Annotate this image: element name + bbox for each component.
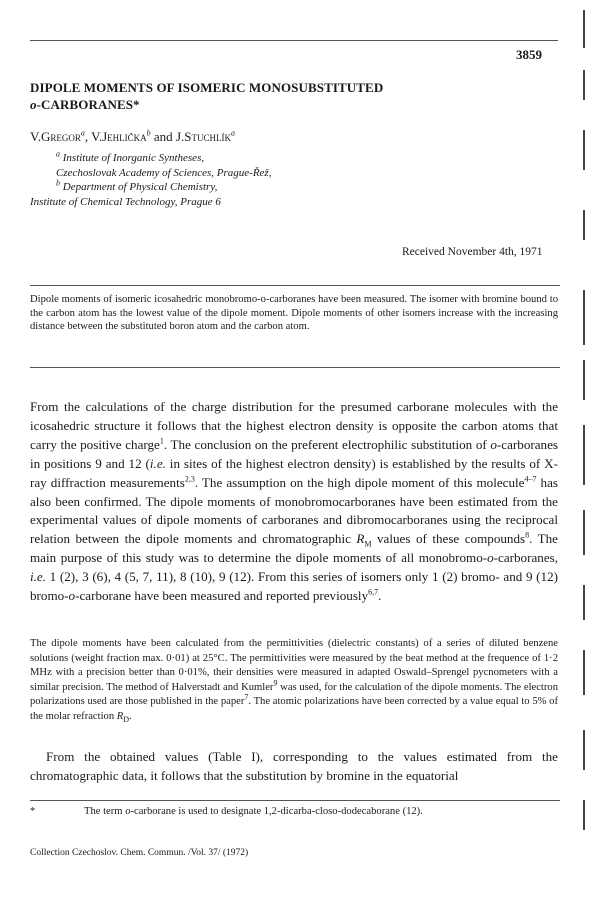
affil-a-line-1: Institute of Inorganic Syntheses,	[60, 152, 205, 164]
citation: 9	[273, 677, 278, 687]
citation: 2,3	[184, 474, 195, 484]
received-date: Received November 4th, 1971	[402, 246, 543, 258]
margin-mark	[583, 70, 585, 100]
affil-a-mark: a	[56, 149, 60, 159]
scan-margin-marks	[583, 10, 585, 890]
margin-mark	[583, 800, 585, 830]
citation: 4–7	[524, 474, 537, 484]
affil-b-line-1: Department of Physical Chemistry,	[60, 181, 218, 193]
author-2-name: Jehlička	[102, 129, 147, 144]
author-3-initial: J.	[175, 129, 185, 144]
header-rule	[30, 40, 558, 41]
margin-mark	[583, 510, 585, 555]
abstract-rule-top	[30, 285, 560, 286]
margin-mark	[583, 585, 585, 620]
author-sep: and	[150, 129, 176, 144]
affil-a-line-2: Czechoslovak Academy of Sciences, Prague-Řež,	[56, 166, 272, 179]
title-line-1: DIPOLE MOMENTS OF ISOMERIC MONOSUBSTITUTED	[30, 80, 384, 95]
body-paragraph-2-methods: The dipole moments have been calculated from the permittivities (dielectric constants) of a series of diluted benzene solutions (weight fraction max. 0·01) at 25°C. The permittivities were measured by the beat method at the frequence of 1·2 MHz with a precision better than 0·01%, their densities were measured in adapted Oswald–Sprengel pycnometers with a similar precision. The method of Halverstadt and Kumler$^9$ was used, for the calculation of the dipole moments. The electron polarizations used are those published in the paper$^7$. The atomic polarizations have been corrected by a value equal to 5% of the molar refraction $R_D$.	[30, 638, 558, 724]
author-3-name: Stuchlík	[184, 129, 231, 144]
margin-mark	[583, 730, 585, 770]
margin-mark	[583, 130, 585, 170]
affiliations	[30, 149, 272, 209]
margin-mark	[583, 210, 585, 240]
article-title	[30, 79, 530, 113]
title-prefix-italic: o	[30, 97, 37, 112]
author-1-name: Gregor	[40, 129, 81, 144]
author-sep: ,	[84, 129, 92, 144]
author-3-affil: a	[230, 128, 235, 138]
margin-mark	[583, 10, 585, 48]
abstract: Dipole moments of isomeric icosahedric monobromo-o-carboranes have been measured. The isomer with bromine bound to the carbon atom has the lowest value of the dipole moment. Dipole moments of other isomers increase with the increasing distance between the substituted boron atom and the carbon atom.	[30, 294, 558, 332]
author-2-affil: b	[146, 128, 151, 138]
author-1-affil: a	[80, 128, 85, 138]
title-line-2: -CARBORANES*	[36, 97, 140, 112]
author-list	[30, 129, 235, 145]
margin-mark	[583, 650, 585, 695]
author-2-initial: V.	[91, 129, 103, 144]
abstract-rule-bottom	[30, 367, 560, 368]
footnote-rule	[30, 800, 560, 801]
margin-mark	[583, 425, 585, 485]
citation: 7	[244, 692, 249, 702]
citation: 6,7	[368, 587, 379, 597]
footnote: * The term o-carborane is used to designate 1,2-dicarba-closo-dodecaborane (12).	[30, 806, 423, 817]
affil-b-mark: b	[56, 178, 60, 188]
body-paragraph-1: From the calculations of the charge distribution for the presumed carborane molecules with the icosahedric structure it follows that the highest electron density is opposite the carbon atoms that carry the positive charge$^1$. The conclusion on the preferent electrophilic substitution of o-carboranes in positions 9 and 12 (i.e. in sites of the highest electron density) is established by the results of X-ray diffraction measurements$^{2,3}$. The assumption on the high dipole moment of this molecule$^{4-7}$ has also been confirmed. The dipole moments of monobromocarboranes have been estimated from the experimental values of dipole moments of carboranes and dibromocarboranes using the reciprocal relation between the dipole moments and chromatographic $R_M$ values of these compounds$^8$. The main purpose of this study was to determine the dipole moments of all monobromo-o-carboranes, i.e. 1 (2), 3 (6), 4 (5, 7, 11), 8 (10), 9 (12). From this series of isomers only 1 (2) bromo- and 9 (12) bromo-o-carborane have been measured and reported previously$^{6,7}$.	[30, 399, 559, 604]
page-number: 3859	[516, 47, 542, 62]
author-1-initial: V.	[30, 129, 41, 144]
affil-b-line-2: Institute of Chemical Technology, Prague 6	[30, 195, 221, 208]
citation: 8	[525, 530, 530, 540]
body-paragraph-3: From the obtained values (Table I), corresponding to the values estimated from the chromatographic data, it follows that the substitution by bromine in the equatorial	[30, 749, 558, 783]
margin-mark	[583, 360, 585, 400]
citation: 1	[159, 436, 164, 446]
margin-mark	[583, 290, 585, 345]
footnote-mark: *	[30, 806, 36, 817]
journal-citation: Collection Czechoslov. Chem. Commun. /Vol. 37/ (1972)	[30, 848, 249, 858]
